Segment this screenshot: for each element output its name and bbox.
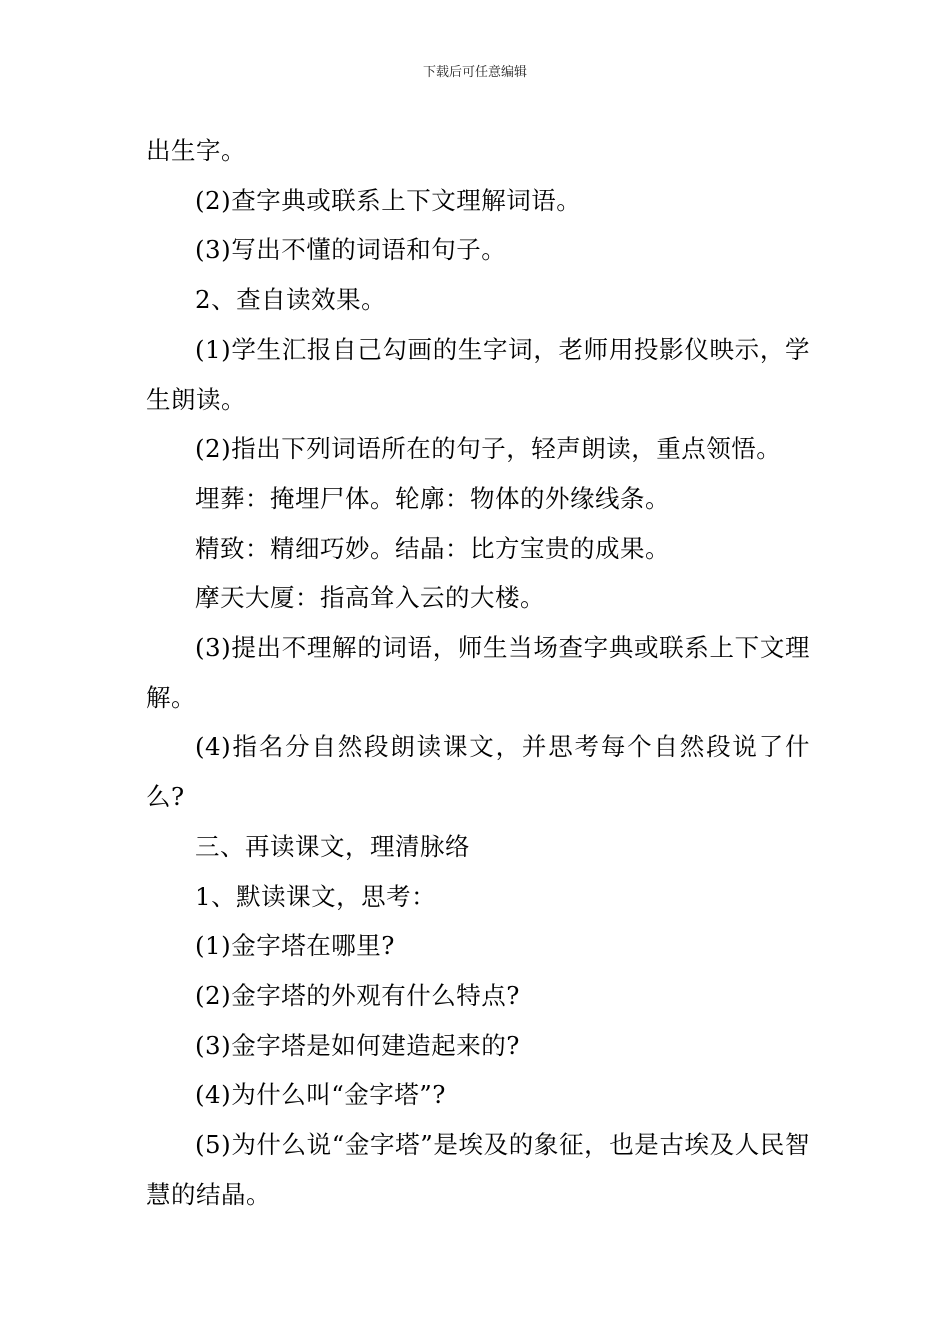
- paragraph-15: (2)金字塔的外观有什么特点?: [195, 980, 520, 1010]
- paragraph-2: (2)查字典或联系上下文理解词语。: [195, 185, 582, 215]
- paragraph-10: (3)提出不理解的词语，师生当场查字典或联系上下文理解。: [146, 633, 810, 712]
- paragraph-9: 摩天大厦：指高耸入云的大楼。: [195, 583, 545, 613]
- paragraph-18: (5)为什么说“金字塔”是埃及的象征，也是古埃及人民智慧的结晶。: [146, 1130, 810, 1209]
- paragraph-12: 三、再读课文，理清脉络: [195, 831, 470, 861]
- paragraph-16: (3)金字塔是如何建造起来的?: [195, 1030, 520, 1060]
- paragraph-5: (1)学生汇报自己勾画的生字词，老师用投影仪映示，学生朗读。: [146, 334, 810, 414]
- paragraph-13: 1、默读课文，思考：: [195, 881, 437, 911]
- paragraph-7: 埋葬：掩埋尸体。轮廓：物体的外缘线条。: [195, 483, 670, 513]
- paragraph-17: (4)为什么叫“金字塔”?: [195, 1080, 446, 1110]
- paragraph-11: (4)指名分自然段朗读课文，并思考每个自然段说了什么?: [146, 732, 810, 812]
- paragraph-4: 2、查自读效果。: [195, 285, 387, 315]
- paragraph-1: 出生字。: [146, 136, 246, 165]
- paragraph-14: (1)金字塔在哪里?: [195, 931, 395, 961]
- document-body: [146, 126, 810, 1219]
- paragraph-3: (3)写出不懂的词语和句子。: [195, 235, 507, 265]
- page-header: 下载后可任意编辑: [422, 65, 527, 80]
- paragraph-8: 精致：精细巧妙。结晶：比方宝贵的成果。: [195, 533, 670, 563]
- paragraph-6: (2)指出下列词语所在的句子，轻声朗读，重点领悟。: [195, 434, 782, 464]
